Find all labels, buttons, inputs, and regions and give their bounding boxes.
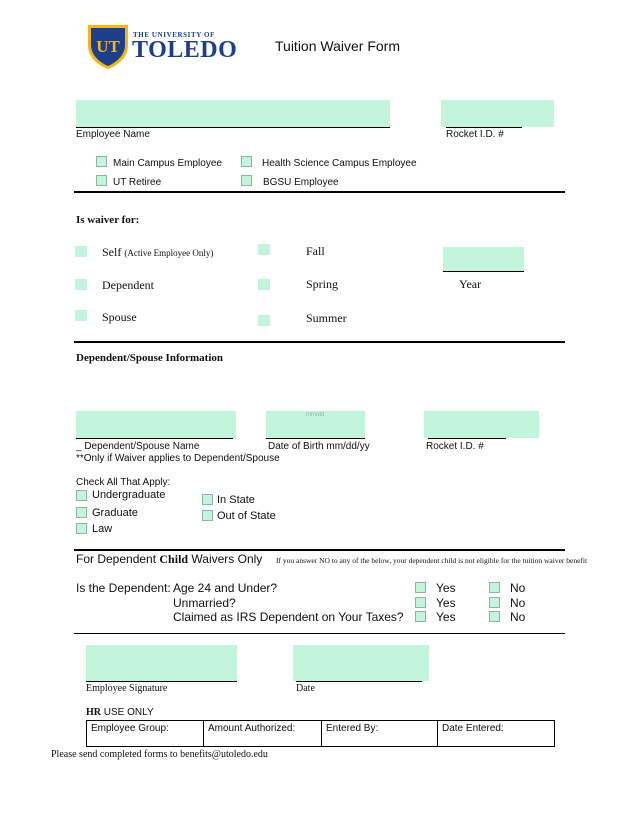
child-heading	[76, 552, 262, 567]
is-dependent-label: Is the Dependent:	[76, 581, 171, 595]
fall-checkbox[interactable]	[258, 244, 270, 255]
irs-yes-label: Yes	[436, 610, 456, 624]
employee-name-label: Employee Name	[76, 129, 150, 140]
undergraduate-label: Undergraduate	[92, 489, 166, 501]
hr-title-rest: USE ONLY	[101, 707, 154, 718]
age-no-checkbox[interactable]	[489, 582, 500, 593]
hr-table	[86, 720, 555, 747]
spouse-checkbox[interactable]	[75, 310, 87, 321]
self-checkbox[interactable]	[75, 246, 87, 257]
hr-employee-group-cell[interactable]: Employee Group:	[87, 721, 204, 746]
spouse-label: Spouse	[102, 310, 137, 324]
unmarried-no-label: No	[510, 596, 526, 610]
ut-retiree-label: UT Retiree	[113, 177, 162, 188]
age-no-label: No	[510, 581, 526, 595]
summer-checkbox[interactable]	[258, 315, 270, 326]
spring-label: Spring	[306, 277, 339, 291]
irs-yes-checkbox[interactable]	[415, 611, 426, 622]
rocket-id-underline	[446, 127, 522, 128]
irs-no-label: No	[510, 610, 526, 624]
question-unmarried: Unmarried?	[173, 596, 236, 610]
section-divider	[74, 549, 565, 551]
irs-no-checkbox[interactable]	[489, 611, 500, 622]
employee-signature-underline	[86, 681, 237, 682]
section-divider-thin	[74, 633, 565, 634]
date-of-birth-underline	[266, 438, 365, 439]
employee-name-underline	[76, 127, 390, 128]
employee-name-field[interactable]	[76, 100, 390, 127]
hr-title-bold: HR	[86, 707, 101, 718]
signature-date-field[interactable]	[293, 645, 429, 681]
date-of-birth-label: Date of Birth mm/dd/yy	[268, 441, 370, 452]
dependent-note: **Only if Waiver applies to Dependent/Spouse	[76, 453, 280, 464]
health-science-checkbox[interactable]	[241, 156, 252, 167]
child-heading-pre: For Dependent	[76, 552, 160, 566]
signature-date-underline	[296, 681, 422, 682]
law-label: Law	[92, 523, 113, 535]
main-campus-checkbox[interactable]	[96, 156, 107, 167]
university-name-small: THE UNIVERSITY OF	[133, 31, 215, 39]
employee-signature-field[interactable]	[86, 645, 237, 681]
question-irs: Claimed as IRS Dependent on Your Taxes?	[173, 610, 404, 624]
university-name: TOLEDO	[132, 37, 238, 63]
hr-use-only-title	[86, 707, 154, 718]
main-campus-label: Main Campus Employee	[113, 158, 222, 169]
out-of-state-checkbox[interactable]	[202, 510, 213, 521]
year-field[interactable]	[443, 247, 524, 271]
rocket-id-field[interactable]	[441, 100, 554, 127]
age-yes-label: Yes	[436, 581, 456, 595]
self-label-text: Self	[102, 245, 122, 259]
question-age: Age 24 and Under?	[173, 581, 278, 595]
signature-date-label: Date	[296, 683, 315, 694]
dependent-rocket-id-field[interactable]	[424, 411, 539, 438]
seal-letters: UT	[96, 37, 120, 56]
waiver-heading: Is waiver for:	[76, 214, 140, 226]
spring-checkbox[interactable]	[258, 279, 270, 290]
age-yes-checkbox[interactable]	[415, 582, 426, 593]
bgsu-label: BGSU Employee	[263, 177, 339, 188]
child-eligibility-note: If you answer NO to any of the below, your dependent child is not eligible for the tuition waiver benefit	[276, 556, 588, 565]
hr-date-entered-cell[interactable]: Date Entered:	[442, 723, 504, 734]
undergraduate-checkbox[interactable]	[76, 490, 87, 501]
summer-label: Summer	[306, 311, 347, 325]
fall-label: Fall	[306, 244, 325, 258]
graduate-checkbox[interactable]	[76, 507, 87, 518]
check-all-label: Check All That Apply:	[76, 477, 171, 488]
health-science-label: Health Science Campus Employee	[262, 158, 417, 169]
rocket-id-label: Rocket I.D. #	[446, 129, 504, 140]
in-state-label: In State	[217, 494, 255, 506]
law-checkbox[interactable]	[76, 523, 87, 534]
self-note: (Active Employee Only)	[124, 248, 214, 258]
child-heading-post: Waivers Only	[188, 552, 263, 566]
year-underline	[443, 271, 524, 272]
dependent-name-underline	[76, 438, 233, 439]
dependent-info-heading: Dependent/Spouse Information	[76, 352, 223, 364]
section-divider	[74, 341, 565, 343]
footer-note: Please send completed forms to benefits@utoledo.edu	[51, 749, 268, 760]
employee-signature-label: Employee Signature	[86, 683, 168, 694]
date-of-birth-placeholder: mm/dd	[306, 412, 325, 418]
dependent-checkbox[interactable]	[75, 279, 87, 290]
dependent-name-label: _ Dependent/Spouse Name	[76, 441, 200, 452]
dependent-label: Dependent	[102, 278, 154, 292]
self-label	[102, 245, 213, 260]
university-seal-icon	[86, 23, 130, 70]
bgsu-checkbox[interactable]	[241, 175, 252, 186]
form-title: Tuition Waiver Form	[275, 38, 400, 54]
dependent-rocket-id-underline	[428, 438, 506, 439]
unmarried-no-checkbox[interactable]	[489, 597, 500, 608]
unmarried-yes-checkbox[interactable]	[415, 597, 426, 608]
hr-entered-by-cell[interactable]: Entered By:	[322, 721, 438, 746]
hr-amount-authorized-cell[interactable]: Amount Authorized:	[204, 721, 322, 746]
child-heading-bold: Child	[159, 552, 189, 566]
unmarried-yes-label: Yes	[436, 596, 456, 610]
dependent-name-field[interactable]	[76, 411, 236, 438]
graduate-label: Graduate	[92, 507, 138, 519]
in-state-checkbox[interactable]	[202, 494, 213, 505]
out-of-state-label: Out of State	[217, 510, 276, 522]
ut-retiree-checkbox[interactable]	[96, 175, 107, 186]
section-divider	[74, 191, 565, 193]
dependent-rocket-id-label: Rocket I.D. #	[426, 441, 484, 452]
year-label: Year	[459, 277, 482, 291]
